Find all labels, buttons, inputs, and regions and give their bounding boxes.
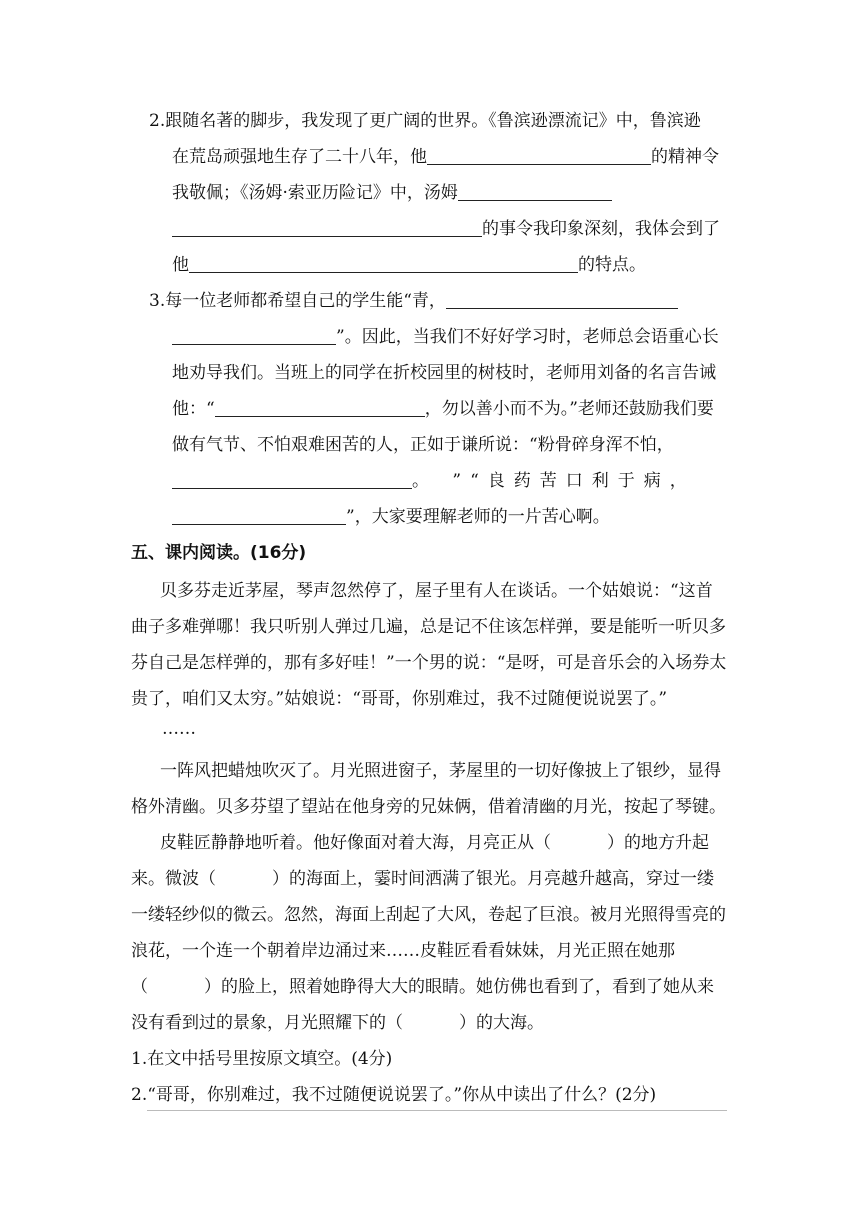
passage-p3-line4: 浪花，一个连一个朝着岸边涌过来……皮鞋匠看看妹妹，月光正照在她那 bbox=[131, 941, 675, 961]
q3-text-2b: ”。因此，当我们不好好学习时，老师总会语重心长 bbox=[336, 327, 719, 347]
passage-p3-line3: 一缕轻纱似的微云。忽然，海面上刮起了大风，卷起了巨浪。被月光照得雪亮的 bbox=[131, 905, 726, 925]
passage-p3-text-5a: （ bbox=[131, 977, 148, 997]
q3-line-4 bbox=[172, 398, 714, 420]
passage-p3-text-6b: ）的大海。 bbox=[459, 1013, 544, 1033]
answer-blank[interactable] bbox=[172, 218, 482, 237]
q2-line-4 bbox=[172, 218, 720, 240]
answer-blank[interactable] bbox=[172, 506, 346, 525]
q3-line-5: 做有气节、不怕艰难困苦的人，正如于谦所说：“粉骨碎身浑不怕， bbox=[172, 435, 674, 455]
q2-line-5 bbox=[172, 254, 646, 276]
passage-ellipsis: …… bbox=[162, 719, 196, 739]
answer-blank[interactable] bbox=[172, 326, 336, 345]
q3-text-4a: 他：“ bbox=[172, 399, 215, 419]
q3-line-1 bbox=[149, 290, 678, 312]
passage-p2-line2: 格外清幽。贝多芬望了望站在他身旁的兄妹俩，借着清幽的月光，按起了琴键。 bbox=[131, 797, 726, 817]
divider-line bbox=[147, 1110, 727, 1111]
q2-line-2 bbox=[172, 146, 719, 168]
passage-p1-line4: 贵了，咱们又太穷。”姑娘说：“哥哥，你别难过，我不过随便说说罢了。” bbox=[131, 689, 668, 709]
passage-p1-line2: 曲子多难弹哪！我只听别人弹过几遍，总是记不住该怎样弹，要是能听一听贝多 bbox=[131, 617, 726, 637]
q3-line-2 bbox=[172, 326, 719, 348]
passage-p3-text-5b: ）的脸上，照着她睁得大大的眼睛。她仿佛也看到了，看到了她从来 bbox=[204, 977, 714, 997]
question-2: 2.“哥哥，你别难过，我不过随便说说罢了。”你从中读出了什么？(2分) bbox=[131, 1085, 657, 1105]
question-1: 1.在文中括号里按原文填空。(4分) bbox=[131, 1049, 393, 1069]
q3-text-7b: ”，大家要理解老师的一片苦心啊。 bbox=[346, 507, 610, 527]
passage-p3-text-2b: ）的海面上，霎时间洒满了银光。月亮越升越高，穿过一缕 bbox=[272, 869, 714, 889]
answer-blank[interactable] bbox=[446, 290, 678, 309]
answer-blank[interactable] bbox=[189, 254, 578, 273]
q2-text-5a: 他 bbox=[172, 255, 189, 275]
section-title: 五、课内阅读。(16分) bbox=[131, 543, 307, 563]
q2-number: 2. bbox=[149, 111, 166, 131]
q2-text-3a: 我敬佩；《汤姆·索亚历险记》中，汤姆 bbox=[172, 183, 458, 203]
passage-p3-text-2a: 来。微波（ bbox=[131, 869, 216, 889]
passage-p2-line1: 一阵风把蜡烛吹灭了。月光照进窗子，茅屋里的一切好像披上了银纱，显得 bbox=[160, 761, 721, 781]
q3-line-7 bbox=[172, 506, 610, 528]
q3-line-6 bbox=[172, 470, 696, 492]
q3-text-4b: ，勿以善小而不为。”老师还鼓励我们要 bbox=[424, 399, 714, 419]
q2-text-4b: 的事令我印象深刻，我体会到了 bbox=[482, 219, 720, 239]
q2-text-5b: 的特点。 bbox=[578, 255, 646, 275]
q2-line-3 bbox=[172, 182, 612, 204]
q3-text-1a: 每一位老师都希望自己的学生能“青， bbox=[165, 291, 446, 311]
answer-blank[interactable] bbox=[427, 146, 651, 165]
passage-p3-text-6a: 没有看到过的景象，月光照耀下的（ bbox=[131, 1013, 403, 1033]
q3-line-3: 地劝导我们。当班上的同学在折校园里的树枝时，老师用刘备的名言告诫 bbox=[172, 363, 716, 383]
q2-text-2b: 的精神令 bbox=[651, 147, 719, 167]
passage-p1-line3: 芬自己是怎样弹的，那有多好哇！”一个男的说：“是呀，可是音乐会的入场券太 bbox=[131, 653, 727, 673]
passage-p3-line2 bbox=[131, 868, 714, 890]
q2-line-1 bbox=[149, 110, 701, 132]
q2-text-2a: 在荒岛顽强地生存了二十八年，他 bbox=[172, 147, 427, 167]
passage-p3-line5 bbox=[131, 976, 714, 998]
passage-p3-text-1a: 皮鞋匠静静地听着。他好像面对着大海，月亮正从（ bbox=[160, 833, 551, 853]
answer-blank[interactable] bbox=[172, 470, 412, 489]
passage-p1-line1: 贝多芬走近茅屋，琴声忽然停了，屋子里有人在谈话。一个姑娘说：“这首 bbox=[160, 581, 713, 601]
q2-text-1: 跟随名著的脚步，我发现了更广阔的世界。《鲁滨逊漂流记》中，鲁滨逊 bbox=[165, 111, 701, 131]
passage-p3-line6 bbox=[131, 1012, 544, 1034]
q3-number: 3. bbox=[149, 291, 166, 311]
answer-blank[interactable] bbox=[215, 398, 425, 417]
passage-p3-text-1b: ）的地方升起 bbox=[607, 833, 709, 853]
passage-p3-line1 bbox=[160, 832, 709, 854]
answer-blank[interactable] bbox=[458, 182, 612, 201]
q3-text-6b: 。 ”“良药苦口利于病， bbox=[412, 471, 696, 491]
